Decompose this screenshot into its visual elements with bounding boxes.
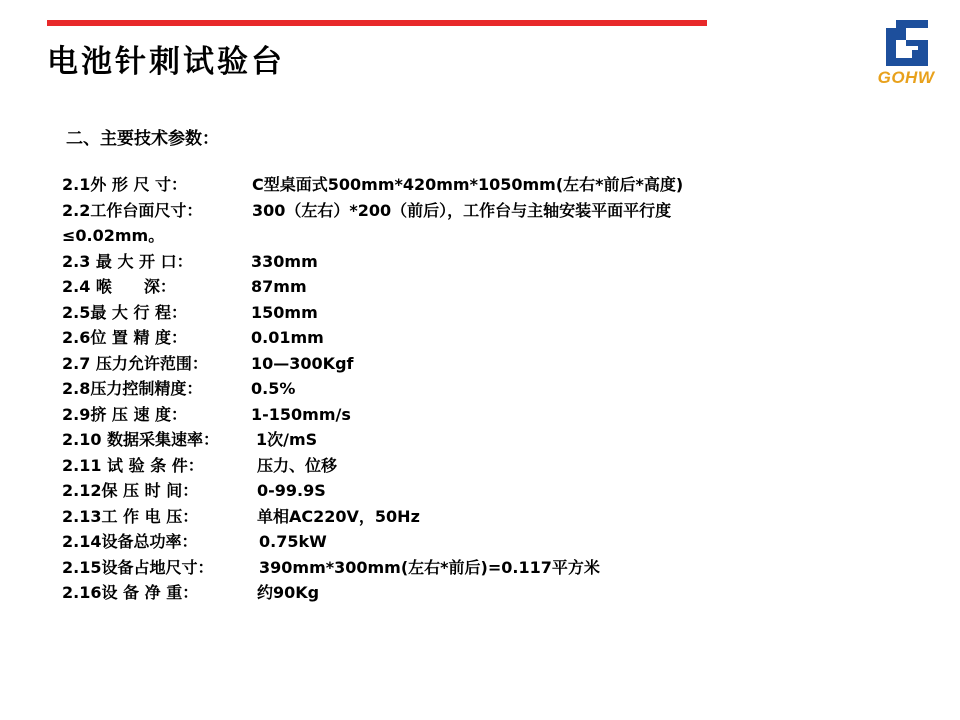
param-row: [62, 376, 822, 402]
param-label: 2.12保 压 时 间：: [62, 481, 199, 500]
param-row: [62, 198, 822, 224]
param-value: 0.01mm: [251, 328, 324, 347]
param-value: 1次/mS: [256, 430, 318, 449]
param-value: 0-99.9S: [257, 481, 326, 500]
param-label: 2.2工作台面尺寸：: [62, 200, 203, 220]
param-value: 300（左右）*200（前后），工作台与主轴安装平面平行度: [252, 200, 672, 220]
param-value: 约90Kg: [257, 583, 320, 602]
param-label: 2.6位 置 精 度：: [62, 328, 188, 347]
param-value: 0.75kW: [259, 532, 327, 551]
param-label: 2.16设 备 净 重：: [62, 583, 199, 602]
param-value: 150mm: [251, 302, 318, 322]
company-logo: [862, 18, 952, 90]
param-row: [62, 274, 822, 300]
param-label: 2.4 喉 深：: [62, 277, 176, 296]
parameter-list: [62, 172, 822, 606]
param-row: [62, 325, 822, 351]
param-value: 压力、位移: [257, 455, 338, 475]
param-label: 2.9挤 压 速 度：: [62, 404, 188, 424]
logo-wordmark: GOHW: [877, 68, 935, 87]
param-row: [62, 402, 822, 428]
param-label: 2.1外 形 尺 寸：: [62, 175, 188, 194]
param-value: 330mm: [251, 251, 318, 271]
param-row: [62, 580, 822, 606]
param-label: 2.11 试 验 条 件：: [62, 455, 204, 475]
param-label: 2.8压力控制精度：: [62, 379, 203, 398]
param-row: [62, 478, 822, 504]
param-value: 单相AC220V，50Hz: [257, 506, 420, 526]
param-value: 0.5%: [251, 379, 296, 398]
param-value-continuation: ≤0.02mm。: [62, 226, 165, 245]
param-value: C型桌面式500mm*420mm*1050mm(左右*前后*高度): [252, 175, 684, 194]
param-row: [62, 223, 822, 249]
param-row: [62, 504, 822, 530]
param-label: 2.5最 大 行 程：: [62, 302, 188, 322]
param-label: 2.3 最 大 开 口：: [62, 251, 193, 271]
param-row: [62, 529, 822, 555]
param-row: [62, 351, 822, 377]
param-row: [62, 427, 822, 453]
param-label: 2.7 压力允许范围：: [62, 353, 208, 373]
section-heading: 二、主要技术参数：: [66, 129, 219, 149]
param-value: 390mm*300mm(左右*前后)=0.117平方米: [259, 557, 600, 577]
param-row: [62, 453, 822, 479]
param-label: 2.15设备占地尺寸：: [62, 557, 214, 577]
param-row: [62, 249, 822, 275]
logo-mark-icon: [882, 18, 932, 66]
param-row: [62, 555, 822, 581]
param-label: 2.13工 作 电 压：: [62, 506, 199, 526]
param-row: [62, 300, 822, 326]
param-value: 10—300Kgf: [251, 353, 354, 373]
param-value: 87mm: [251, 277, 307, 296]
param-label: 2.10 数据采集速率：: [62, 430, 220, 449]
param-row: [62, 172, 822, 198]
param-value: 1-150mm/s: [251, 404, 351, 424]
param-label: 2.14设备总功率：: [62, 532, 198, 551]
title-accent-bar: [47, 20, 707, 26]
slide-title: 电池针刺试验台: [47, 44, 285, 80]
